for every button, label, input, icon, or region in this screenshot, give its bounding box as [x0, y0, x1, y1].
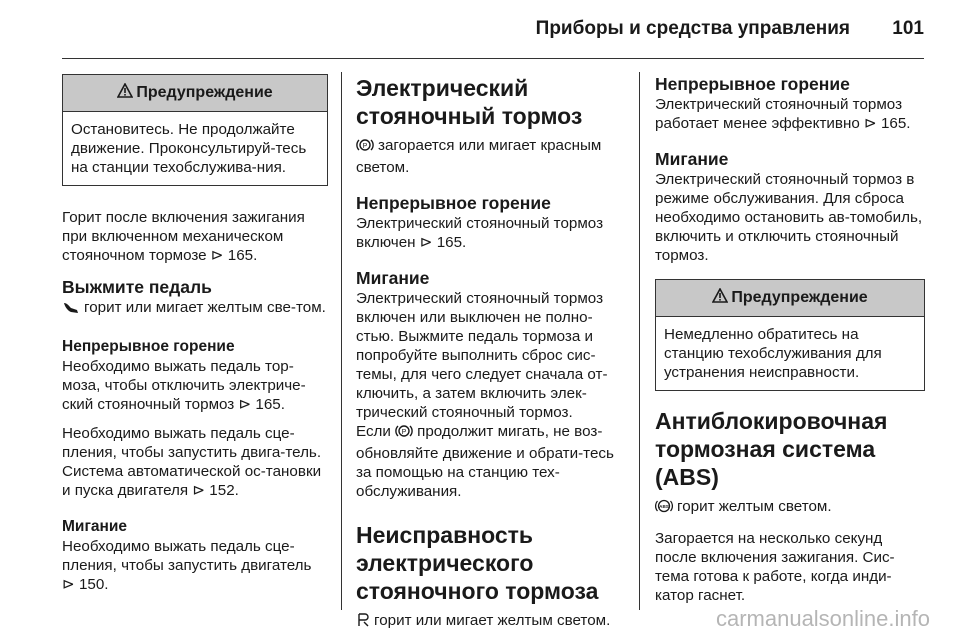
warning-title: Предупреждение — [136, 84, 273, 101]
paragraph: Электрический стояночный тормоз включен или выключен не полно-стью. Выжмите педаль тормоза и попробуйте выполнить сброс сис-темы, для чего следует сначала от-ключить, а затем включить элек-трический стояночный тормоз. — [356, 290, 608, 421]
paragraph: Необходимо выжать педаль сце-пления, чтобы запустить двигатель ⊳ 150. — [62, 538, 312, 593]
column-3 — [655, 74, 925, 605]
paragraph: P загорается или мигает красным светом. — [356, 137, 602, 176]
paragraph: Если P продолжит мигать, не воз-обновляйте движение и обрати-тесь за помощью на станцию тех-обслуживания. — [356, 423, 614, 500]
page-header-title: Приборы и средства управления — [535, 18, 850, 39]
svg-text:ABS: ABS — [659, 504, 669, 510]
paragraph: Необходимо выжать педаль сце-пления, чтобы запустить двига-тель. Система автоматической ос-тановки и пуска двигателя ⊳ 152. — [62, 425, 322, 499]
paragraph: Электрический стояночный тормоз в режиме обслуживания. Для сброса необходимо остановить ав-томобиль, включить и отключить стояночный тормоз. — [655, 171, 923, 264]
section-heading: Выжмите педаль — [62, 277, 212, 297]
warning-header — [63, 75, 327, 112]
watermark: carmanualsonline.info — [715, 606, 930, 631]
warning-triangle-icon — [712, 288, 728, 308]
warning-box — [62, 74, 328, 186]
paragraph: Необходимо выжать педаль тор-моза, чтобы отключить электриче-ский стояночный тормоз ⊳ 165. — [62, 358, 306, 413]
page-number: 101 — [892, 18, 924, 39]
warning-box — [655, 279, 925, 391]
paragraph: Горит после включения зажигания при включенном механическом стояночном тормозе ⊳ 165. — [62, 209, 305, 264]
column-2 — [356, 74, 624, 633]
warning-triangle-icon — [117, 83, 133, 103]
paragraph: горит или мигает желтым све-том. — [62, 298, 328, 320]
subheading: Непрерывное горение — [356, 193, 551, 213]
section-heading: Антиблокировочная тормозная система (ABS) — [655, 408, 888, 490]
column-divider-2 — [639, 72, 640, 610]
svg-text:P: P — [401, 429, 407, 436]
paragraph: ABS горит желтым светом. — [655, 497, 925, 519]
section-heading: Неисправность электрического стояночного тормоза — [356, 522, 599, 604]
warning-text: Остановитесь. Не продолжайте движение. Проконсультируй-тесь на станции техобслужива-ния. — [71, 121, 307, 176]
warning-header — [656, 280, 924, 317]
foot-pedal-icon — [62, 301, 80, 320]
paragraph: Электрический стояночный тормоз включен ⊳ 165. — [356, 215, 604, 251]
subheading: Непрерывное горение — [655, 74, 850, 94]
abs-icon — [655, 498, 673, 519]
brake-fault-icon — [356, 612, 370, 633]
paragraph: горит или мигает желтым светом. — [356, 611, 624, 633]
subheading: Непрерывное горение — [62, 338, 235, 355]
subheading: Мигание — [62, 518, 128, 535]
paragraph: Электрический стояночный тормоз работает менее эффективно ⊳ 165. — [655, 96, 911, 132]
column-divider-1 — [341, 72, 342, 610]
column-1 — [62, 74, 328, 594]
subheading: Мигание — [655, 149, 729, 169]
subheading: Мигание — [356, 268, 430, 288]
warning-text: Немедленно обратитесь на станцию техобслуживания для устранения неисправности. — [664, 326, 882, 381]
svg-text:P: P — [362, 143, 368, 150]
parking-brake-icon — [395, 423, 413, 444]
warning-title: Предупреждение — [731, 289, 868, 306]
header-rule — [62, 58, 924, 59]
parking-brake-icon — [356, 137, 374, 158]
section-heading: Электрический стояночный тормоз — [356, 75, 583, 129]
paragraph: Загорается на несколько секунд после включения зажигания. Сис-тема готова к работе, когда инди-катор гаснет. — [655, 530, 895, 604]
